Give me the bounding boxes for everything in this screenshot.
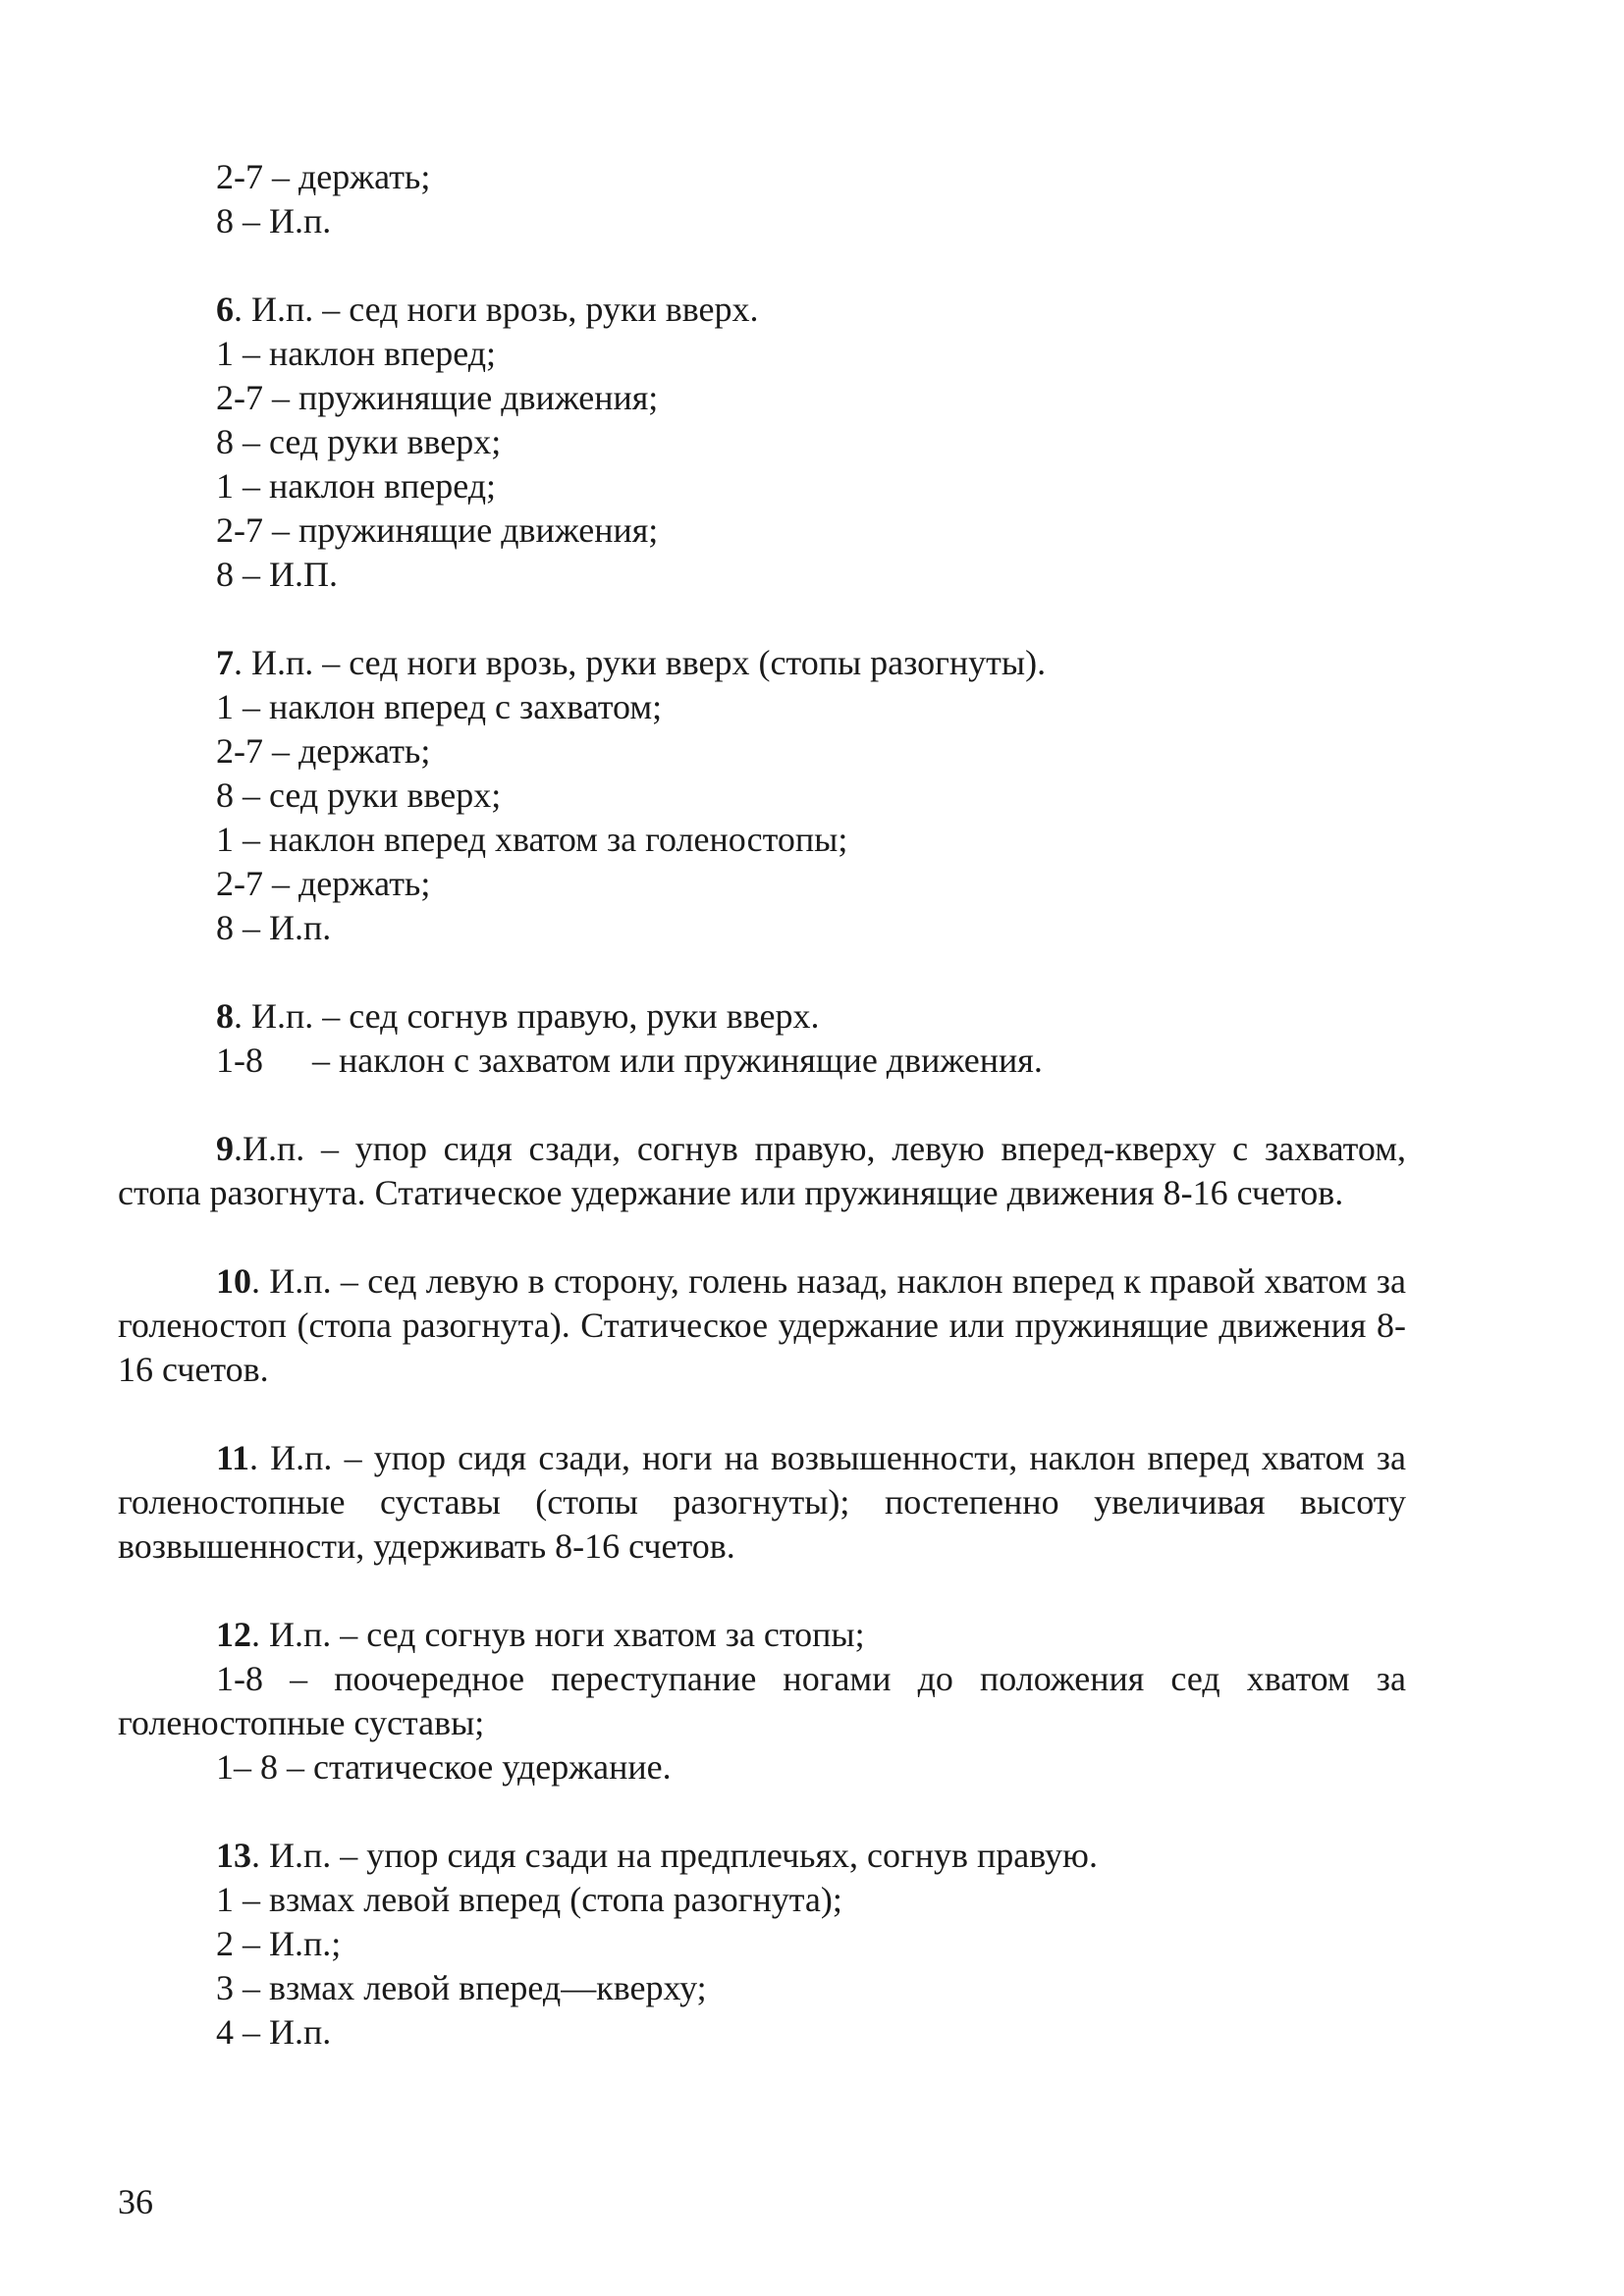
exercise-number: 9 [216, 1129, 234, 1168]
page-content [118, 155, 1406, 2055]
exercise-heading-text: . И.п. – сед согнув ноги хватом за стопы; [251, 1615, 865, 1654]
exercise-13-heading [118, 1834, 1406, 1878]
exercise-heading-text: . И.п. – упор сидя сзади на предплечьях, согнув правую. [251, 1836, 1098, 1875]
paragraph-gap [118, 1789, 1406, 1834]
text-line: 3 – взмах левой вперед—кверху; [216, 1968, 707, 2007]
text-line: 8 – И.П. [216, 555, 338, 594]
exercise-7-heading [118, 641, 1406, 685]
text-line: 8 – И.п. [216, 908, 332, 947]
text-line: 2 – И.п.; [216, 1924, 342, 1963]
exercise-12-heading [118, 1613, 1406, 1657]
exercise-8-heading [118, 994, 1406, 1039]
exercise-number: 7 [216, 643, 234, 682]
text-line: 2-7 – держать; [216, 157, 431, 196]
exercise-heading-text: . И.п. – сед ноги врозь, руки вверх. [234, 290, 759, 329]
exercise-text: . И.п. – упор сидя сзади, ноги на возвышенности, наклон вперед хватом за голеностопные суставы (стопы разогнуты); постепенно увеличивая высоту возвышенности, удерживать 8-16 счетов. [118, 1438, 1406, 1566]
exercise-number: 8 [216, 996, 234, 1036]
exercise-9-paragraph [118, 1127, 1406, 1215]
exercise-heading-text: . И.п. – сед согнув правую, руки вверх. [234, 996, 820, 1036]
text-line: 8 – сед руки вверх; [216, 775, 502, 815]
count-line [118, 1039, 1406, 1083]
text-line: 8 – И.п. [216, 201, 332, 240]
exercise-text: . И.п. – сед левую в сторону, голень назад, наклон вперед к правой хватом за голеностоп (стопа разогнута). Статическое удержание или пружинящие движения 8-16 счетов. [118, 1261, 1406, 1389]
exercise-number: 12 [216, 1615, 251, 1654]
paragraph-gap [118, 1392, 1406, 1436]
exercise-10-paragraph [118, 1259, 1406, 1392]
exercise-number: 10 [216, 1261, 251, 1301]
text-line: 2-7 – держать; [216, 731, 431, 771]
text-line: 4 – И.п. [216, 2012, 332, 2052]
text-line: 1 – взмах левой вперед (стопа разогнута); [216, 1880, 842, 1919]
text-line: 1 – наклон вперед хватом за голеностопы; [216, 820, 848, 859]
exercise-text: .И.п. – упор сидя сзади, согнув правую, левую вперед-кверху с захватом, стопа разогнута. Статическое удержание или пружинящие движения 8-16 счетов. [118, 1129, 1406, 1212]
text-line: 1 – наклон вперед с захватом; [216, 687, 663, 726]
text-line: 2-7 – держать; [216, 864, 431, 903]
paragraph-gap [118, 1083, 1406, 1127]
exercise-number: 11 [216, 1438, 250, 1477]
exercise-number: 13 [216, 1836, 251, 1875]
text-line: 8 – сед руки вверх; [216, 422, 502, 461]
paragraph-gap [118, 950, 1406, 994]
paragraph-gap [118, 1569, 1406, 1613]
text-line: 1 – наклон вперед; [216, 466, 497, 506]
exercise-11-paragraph [118, 1436, 1406, 1569]
count-label: 1-8 [216, 1041, 263, 1080]
text-line: 2-7 – пружинящие движения; [216, 378, 659, 417]
exercise-number: 6 [216, 290, 234, 329]
exercise-heading-text: . И.п. – сед ноги врозь, руки вверх (стопы разогнуты). [234, 643, 1047, 682]
exercise-6-heading [118, 288, 1406, 332]
exercise-12-paragraph: 1-8 – поочередное переступание ногами до положения сед хватом за голеностопные суставы; [118, 1659, 1406, 1742]
paragraph-gap [118, 1215, 1406, 1259]
count-text: – наклон с захватом или пружинящие движения. [312, 1041, 1043, 1080]
text-line: 2-7 – пружинящие движения; [216, 510, 659, 550]
paragraph-gap [118, 597, 1406, 641]
text-line: 1 – наклон вперед; [216, 334, 497, 373]
paragraph-gap [118, 243, 1406, 288]
text-line: 1– 8 – статическое удержание. [216, 1747, 672, 1787]
page-number: 36 [118, 2182, 153, 2221]
